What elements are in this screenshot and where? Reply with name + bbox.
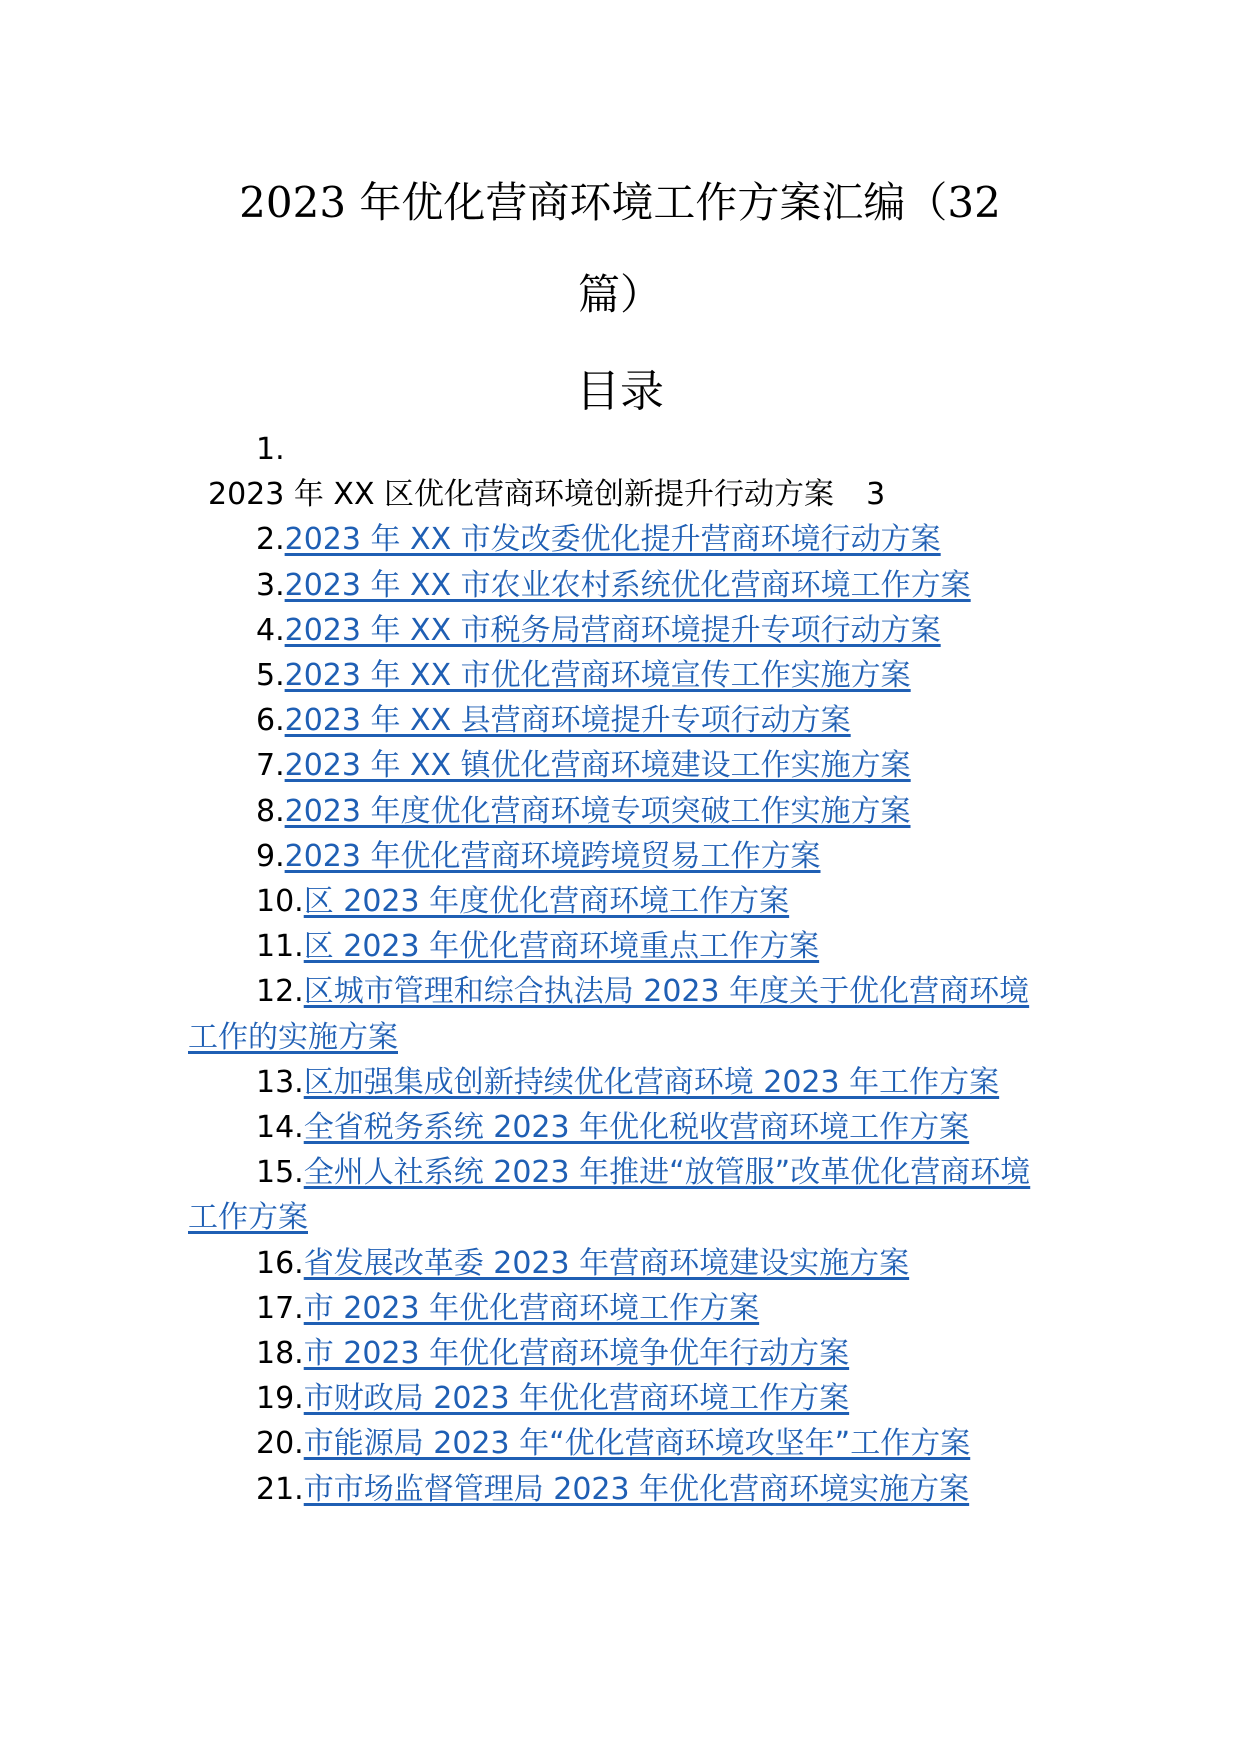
toc-entry-link[interactable]: 区加强集成创新持续优化营商环境 2023 年工作方案 (303, 1064, 1000, 1100)
toc-entry-link[interactable]: 全州人社系统 2023 年推进“放管服”改革优化营商环境工作方案 (188, 1155, 1031, 1236)
toc-entry-link[interactable]: 区 2023 年度优化营商环境工作方案 (303, 884, 790, 920)
toc-entry-6 (188, 698, 1058, 743)
toc-entry-link[interactable]: 市财政局 2023 年优化营商环境工作方案 (303, 1381, 850, 1417)
toc-entry-16 (188, 1241, 1058, 1286)
toc-entry-number: 6. (256, 703, 285, 739)
toc-entry-link[interactable]: 2023 年 XX 市农业农村系统优化营商环境工作方案 (284, 567, 971, 603)
document-title-line1: 2023 年优化营商环境工作方案汇编（32 (239, 178, 1001, 227)
toc-entry-number: 17. (256, 1290, 304, 1326)
toc-link-list (188, 517, 1058, 1511)
toc-entry-number: 21. (256, 1471, 304, 1507)
toc-entry-4 (188, 608, 1058, 653)
toc-entry-number: 20. (256, 1426, 304, 1462)
toc-entry-link[interactable]: 省发展改革委 2023 年营商环境建设实施方案 (303, 1245, 910, 1281)
toc-entry-number: 18. (256, 1336, 304, 1372)
toc-entry-2 (188, 517, 1058, 562)
toc-entry-link[interactable]: 区城市管理和综合执法局 2023 年度关于优化营商环境工作的实施方案 (188, 974, 1030, 1055)
toc-entry-link[interactable]: 2023 年度优化营商环境专项突破工作实施方案 (284, 793, 911, 829)
toc-entry-21 (188, 1467, 1058, 1512)
toc-entry-number: 1. (256, 432, 285, 467)
toc-entry-20 (188, 1421, 1058, 1466)
toc-entry-number: 8. (256, 793, 285, 829)
toc-entry-link[interactable]: 市市场监督管理局 2023 年优化营商环境实施方案 (303, 1471, 970, 1507)
document-title-line2: 篇） (577, 270, 662, 319)
table-of-contents (188, 427, 1058, 1512)
toc-entry-7 (188, 743, 1058, 788)
toc-entry-link[interactable]: 2023 年优化营商环境跨境贸易工作方案 (284, 838, 821, 874)
toc-entry-link[interactable]: 区 2023 年优化营商环境重点工作方案 (303, 929, 820, 965)
toc-entry-11 (188, 924, 1058, 969)
toc-entry-page-number: 3 (866, 477, 886, 513)
toc-entry-8 (188, 789, 1058, 834)
toc-entry-9 (188, 834, 1058, 879)
toc-entry-3 (188, 563, 1058, 608)
toc-entry-19 (188, 1376, 1058, 1421)
toc-entry-link[interactable]: 2023 年 XX 镇优化营商环境建设工作实施方案 (284, 748, 911, 784)
toc-entry-number: 2. (256, 522, 285, 558)
toc-entry-number: 13. (256, 1064, 304, 1100)
toc-entry-number: 9. (256, 838, 285, 874)
toc-entry-number: 5. (256, 658, 285, 694)
toc-entry-link[interactable]: 2023 年 XX 市优化营商环境宣传工作实施方案 (284, 658, 911, 694)
toc-entry-17 (188, 1286, 1058, 1331)
toc-entry-link[interactable]: 2023 年 XX 市发改委优化提升营商环境行动方案 (284, 522, 941, 558)
toc-entry-link[interactable]: 市 2023 年优化营商环境争优年行动方案 (303, 1336, 850, 1372)
toc-entry-number: 3. (256, 567, 285, 603)
toc-entry-15 (188, 1150, 1058, 1240)
toc-entry-13 (188, 1060, 1058, 1105)
toc-entry-number: 7. (256, 748, 285, 784)
toc-entry-5 (188, 653, 1058, 698)
toc-entry-10 (188, 879, 1058, 924)
toc-entry-link[interactable]: 市 2023 年优化营商环境工作方案 (303, 1290, 760, 1326)
toc-heading: 目录 (576, 366, 664, 417)
toc-entry-link[interactable]: 全省税务系统 2023 年优化税收营商环境工作方案 (303, 1110, 970, 1146)
toc-entry-number: 12. (256, 974, 304, 1010)
toc-entry-number: 15. (256, 1155, 304, 1191)
toc-entry-link[interactable]: 2023 年 XX 县营商环境提升专项行动方案 (284, 703, 851, 739)
toc-entry-link[interactable]: 2023 年 XX 市税务局营商环境提升专项行动方案 (284, 612, 941, 648)
toc-entry-14 (188, 1105, 1058, 1150)
toc-entry-12 (188, 969, 1058, 1059)
toc-entry-number: 10. (256, 884, 304, 920)
toc-entry-number: 11. (256, 929, 304, 965)
toc-entry-link[interactable]: 市能源局 2023 年“优化营商环境攻坚年”工作方案 (303, 1426, 971, 1462)
toc-entry-number: 16. (256, 1245, 304, 1281)
toc-entry-number: 14. (256, 1110, 304, 1146)
toc-entry-text: 2023 年 XX 区优化营商环境创新提升行动方案 (208, 477, 835, 513)
toc-entry-number: 4. (256, 612, 285, 648)
toc-entry-number: 19. (256, 1381, 304, 1417)
toc-entry-18 (188, 1331, 1058, 1376)
toc-entry-1 (188, 427, 1058, 517)
